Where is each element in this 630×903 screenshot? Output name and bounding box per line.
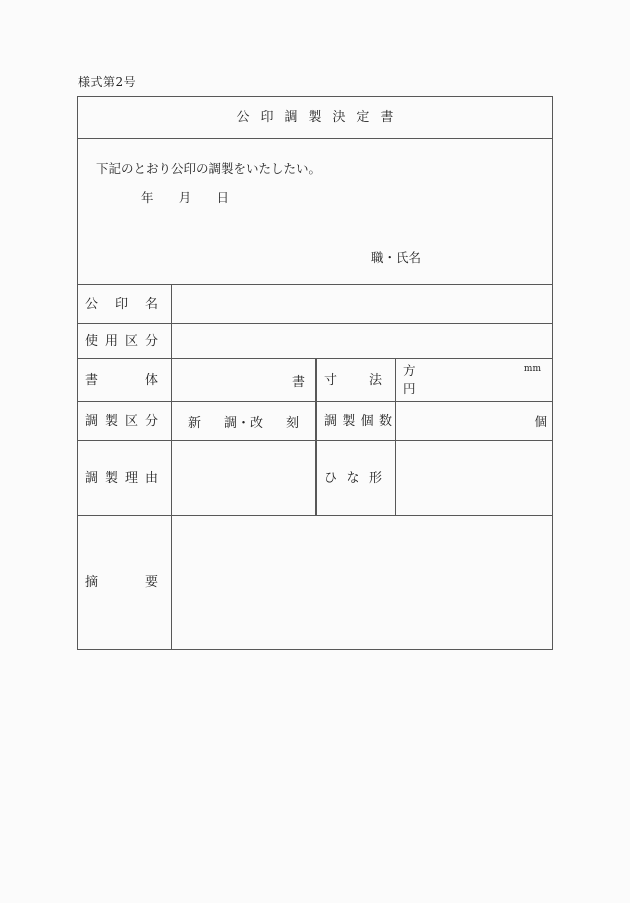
typeface-size-row <box>78 358 552 401</box>
remarks-row <box>78 515 552 649</box>
seal-name-label: 公 印 名 <box>85 296 158 312</box>
typeface-label: 書 体 <box>85 372 158 388</box>
remarks-field <box>171 516 552 649</box>
production-option-recarve: 刻 <box>285 415 299 431</box>
production-option-mid: 調・改 <box>223 415 263 431</box>
production-row <box>78 401 552 440</box>
date-labels: 年 月 日 <box>141 190 229 205</box>
count-unit-label: 個 <box>534 414 547 429</box>
model-label: ひ な 形 <box>315 441 395 515</box>
document-title: 公 印 調 製 決 定 書 <box>236 110 394 125</box>
reason-label: 調 製 理 由 <box>85 470 158 486</box>
production-option-new: 新 <box>188 415 202 431</box>
usage-row <box>78 323 552 358</box>
seal-name-row <box>78 284 552 323</box>
production-count-field <box>395 402 552 440</box>
model-field <box>395 441 552 515</box>
typeface-suffix: 書 <box>291 374 305 390</box>
size-circle-label: 円 <box>403 381 416 396</box>
size-unit-label: mm <box>523 364 541 374</box>
reason-row <box>78 440 552 515</box>
seal-name-field <box>171 285 552 323</box>
production-count-label: 調 製 個 数 <box>315 402 395 440</box>
production-type-value <box>171 402 315 440</box>
title-row <box>78 97 552 138</box>
usage-label: 使 用 区 分 <box>85 333 158 349</box>
request-text: 下記のとおり公印の調製をいたしたい。 <box>96 161 322 176</box>
form-table <box>77 96 553 650</box>
reason-field <box>171 441 315 515</box>
signature-label: 職・氏名 <box>371 250 422 265</box>
usage-field <box>171 324 552 358</box>
size-square-label: 方 <box>403 363 416 378</box>
preamble-section <box>78 138 552 284</box>
production-type-label: 調 製 区 分 <box>85 413 158 429</box>
form-number: 様式第2号 <box>78 75 137 89</box>
remarks-label: 摘 要 <box>85 575 158 590</box>
size-label: 寸 法 <box>315 359 395 401</box>
typeface-field <box>171 359 315 401</box>
size-field <box>395 359 552 401</box>
